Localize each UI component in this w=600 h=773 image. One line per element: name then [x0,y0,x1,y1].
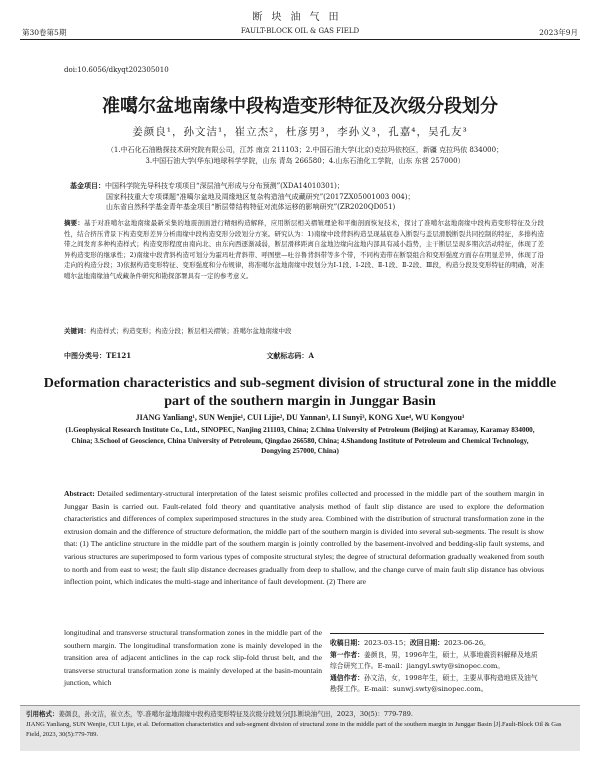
chinese-title: 准噶尔盆地南缘中段构造变形特征及次级分段划分 [102,96,498,117]
clc-value: TE121 [106,351,132,360]
citation-footer [20,705,580,751]
doi: doi:10.6056/dkyqt202305010 [64,66,169,74]
doc-code-label: 文献标志码： [266,351,309,360]
header-rule [20,39,580,40]
cn-keywords-text: 构造样式；构造变形；构造分段；断层相关褶皱；准噶尔盆地南缘中段 [90,327,292,335]
chinese-affiliations [70,145,540,166]
first-author-label: 第一作者： [330,650,364,659]
citation-label: 引用格式： [26,710,59,718]
funding-line: 中国科学院先导科技专项项目“深层油气形成与分布预测”(XDA14010301)； [105,182,344,190]
clc-label: 中图分类号： [64,351,106,360]
received-label: 收稿日期： [330,639,364,647]
english-affiliations: (1.Geophysical Research Institute Co., Ltd., SINOPEC, Nanjing 211103, China; 2.China University of Petroleum (Beijing) at Karamay, Karamay 834000, China; 3.School of Geoscience, China University of Petroleum, Qingdao 266580, China; 4.Shandong Institute of Petroleum and Chemical Technology, Dongying 257000, China) [65,426,535,455]
issue-info: 第30卷第5期 [22,28,67,37]
received-date: 2023-03-15 [363,639,404,647]
revised-date: 2023-06-26。 [443,639,490,647]
english-authors: JIANG Yanliang¹, SUN Wenjie¹, CUI Lijie², DU Yannan³, LI Sunyi³, KONG Xue⁴, WU Kongyou³ [135,413,465,422]
cn-keywords-label: 关键词： [64,327,90,335]
doc-code-value: A [308,351,314,360]
revised-label: 改回日期： [409,639,444,647]
chinese-abstract [64,218,544,282]
citation-en: JIANG Yanliang, SUN Wenjie, CUI Lijie, et al. Deformation characteristics and sub-segment division of structural zone in the middle part of the southern margin in Junggar Basin [J].Fault-Block Oil & Gas Field, 2023, 30(5):779-789. [26,720,562,738]
funding-line: 国家科技重大专项课题“准噶尔盆地及周缘地区复杂构造油气成藏研究”(2017ZX05001003 004)； [106,192,415,201]
cn-affiliation-line: 3.中国石油大学(华东)地球科学学院，山东 青岛 266580；4.山东石油化工学院，山东 东营 257000） [145,156,465,165]
english-title: Deformation characteristics and sub-segment division of structural zone in the middle part of the southern margin in Junggar Basin [43,376,557,409]
en-abstract-label: Abstract: [64,489,95,498]
english-abstract-continued: longitudinal and transverse structural transformation zones in the middle part of the southern margin. The longitudinal transformation zone is mainly developed in the transition area of adjacent anticlines in the cap rock slip-fold thrust belt, and the transverse structural transformation zone is mainly developed at the basin-mountain junction, which [64,628,322,688]
corresponding-author-label: 通信作者： [330,673,364,682]
journal-title: 断块油气田 [252,12,348,23]
first-author-info: 姜颜良，男，1996年生，硕士，从事地震资料解释及地质综合研究工作。E-mail：jiangyl.swty@sinopec.com。 [330,650,538,670]
funding-line: 山东省自然科学基金青年基金项目“断层带结构特征对流体运移的影响研究”(ZR2020QD051) [106,203,396,211]
classification-row [64,351,544,361]
en-abstract-text: Detailed sedimentary-structural interpretation of the latest seismic profiles collected and processed in the middle part of the southern margin in Junggar Basin is carried out. Fault-related fold theory and quantitative analysis method of fault slip distance are used to explore the deformation characteristics and differences of complex superimposed structures in the study area. Combined with the distribution of structural transformation zone in the extrusion domain and the difference of structure deformation, the middle part of the southern margin is divided into several sub-segments. The result is show that: (1) The anticline structure in the middle part of the southern margin is jointly controlled by the basement-involved and bedding-slip fault systems, and various structures are superimposed to form various types of composite structural styles; the degree of structural deformation gradually weakened from south to north and from east to west; the fault slip distance decreases gradually from deep to shallow, and the change curve of main fault slip distance has obvious inflection point, which indicates the multi-stage and inheritance of fault development. (2) There are [64,489,544,587]
chinese-authors: 姜颜良¹，孙文洁¹，崔立杰²，杜彦男³，李孙义³，孔嘉⁴，吴孔友³ [132,126,468,138]
citation-cn: 姜颜良，孙文洁，崔立杰，等.准噶尔盆地南缘中段构造变形特征及次级分段划分[J].断块油气田，2023，30(5)：779-789. [58,710,413,718]
corresponding-author-info: 孙文洁，女，1998年生，硕士，主要从事构造地质及油气勘探工作。E-mail：sunwj.swty@sinopec.com。 [330,673,538,693]
cn-abstract-label: 摘要： [64,219,85,227]
funding [70,181,560,213]
cn-affiliation-line: （1.中石化石油勘探技术研究院有限公司，江苏 南京 211103；2.中国石油大学(北京)克拉玛依校区，新疆 克拉玛依 834000； [106,146,504,154]
issue-date: 2023年9月 [539,28,578,37]
journal-title-en: FAULT-BLOCK OIL & GAS FIELD [240,27,360,35]
english-abstract [64,488,544,589]
funding-label: 基金项目： [70,181,105,190]
cn-abstract-text: 基于对准噶尔盆地南缘最新采集的地震剖面进行精细构造解释，应用断层相关褶皱理论和平衡剖面恢复技术，探讨了准噶尔盆地南缘中段构造变形特征及分段性，结合挤压背景下构造变形差异分析南缘中段构造变形分段划分方案。研究认为：1)南缘中段背斜构造呈现基底卷入断裂与盖层滑脱断裂共同控制的特征，多排构造带之间发育多种构造样式；构造变形程度由南向北、由东向西逐渐减弱，断层滑移距离自盆地边缘向盆地内部具有减小趋势，主干断层呈现多期次活动特征，体现了差异构造变形的继承性；2)南缘中段背斜构造可划分为霍玛吐背斜带、呼图壁—吐谷鲁背斜带等多个带，不同构造带在断裂组合和变形强度方面存在明显差异，体现了沿走向的构造分段；3)依据构造变形特征、变形强度和分布规律，将准噶尔盆地南缘中段划分为Ⅰ-1段、Ⅰ-2段、Ⅱ-1段、Ⅱ-2段、Ⅲ段，构造分段及变形特征的明确，对准噶尔盆地南缘油气成藏条件研究和勘探部署具有一定的参考意义。 [64,219,545,280]
article-info-box: 收稿日期：2023-03-15；改回日期：2023-06-26。 第一作者：姜颜良，男，1996年生，硕士，从事地震资料解释及地质综合研究工作。E-mail：jiangyl.swty@sinopec.com。 通信作者：孙文洁，女，1998年生，硕士，主要从事构造地质及油气勘探工作。E-mail：sunwj.swty@sinopec.com。 [330,633,544,696]
chinese-keywords [64,326,544,335]
